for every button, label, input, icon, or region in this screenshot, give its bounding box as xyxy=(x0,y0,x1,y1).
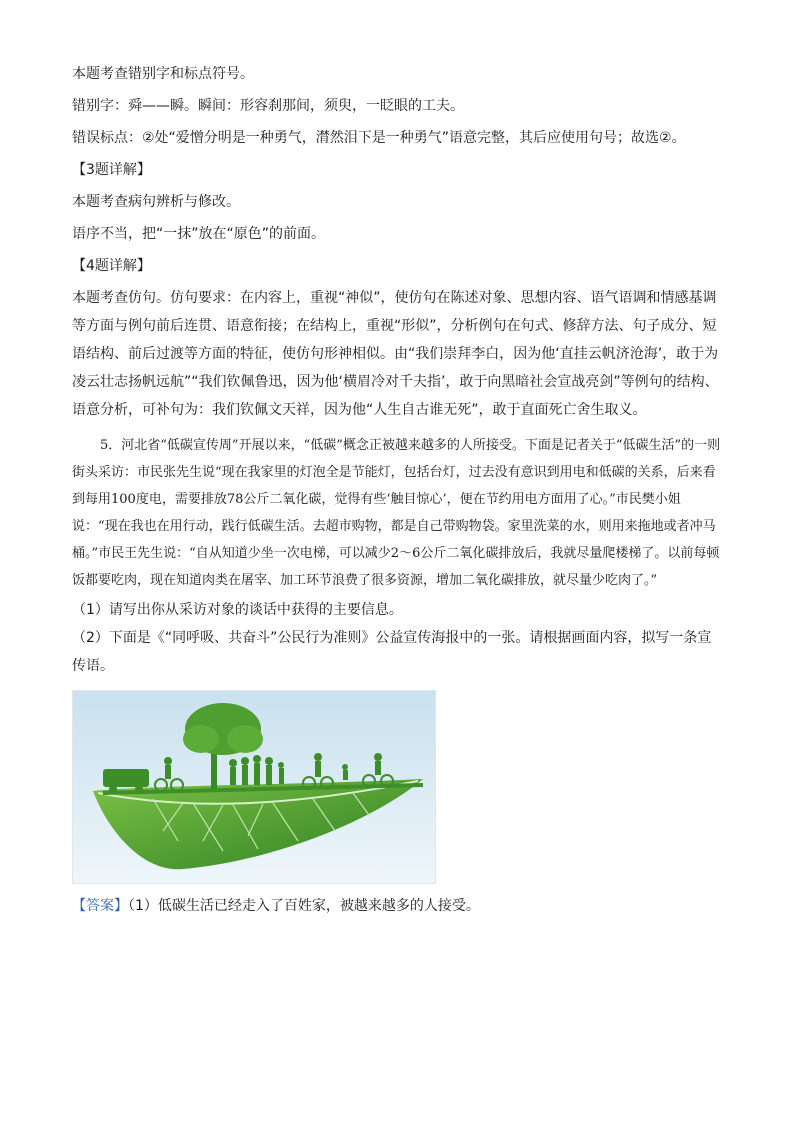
question-5-sub-1: （1）请写出你从采访对象的谈话中获得的主要信息。 xyxy=(72,602,403,618)
q3-line-2: 语序不当，把“一抹”放在“原色”的前面。 xyxy=(72,226,326,242)
question-5-sub-2: （2）下面是《“同呼吸、共奋斗”公民行为准则》公益宣传海报中的一张。请根据画面内容，拟写一条宣传语。 xyxy=(72,630,712,674)
q3-line-1: 本题考查病句辨析与修改。 xyxy=(72,194,240,210)
q4-explanation: 本题考查仿句。仿句要求：在内容上，重视“神似”，使仿句在陈述对象、思想内容、语气语调和情感基调等方面与例句前后连贯、语意衔接；在结构上，重视“形似”，分析例句在句式、修辞方法、句子成分、短语结构、前后过渡等方面的特征，使仿句形神相似。由“我们崇拜李白，因为他‘直挂云帆济沧海’，敢于为凌云壮志扬帆远航”“我们钦佩鲁迅，因为他‘横眉冷对千夫指’，敢于向黑暗社会宣战亮剑”等例句的结构、语意分析，可补句为：我们钦佩文天祥，因为他“人生自古谁无死”，敢于直面死亡舍生取义。 xyxy=(72,290,719,418)
explanation-line-3: 错误标点：②处“爱憎分明是一种勇气，潸然泪下是一种勇气”语意完整，其后应使用句号；故选②。 xyxy=(72,130,686,146)
section-header-q3: 【3题详解】 xyxy=(72,162,151,178)
green-leaf-illustration xyxy=(73,691,435,883)
explanation-line-1: 本题考查错别字和标点符号。 xyxy=(72,66,254,82)
answer-line xyxy=(72,892,724,920)
document-page xyxy=(72,60,724,934)
answer-text: （1）低碳生活已经走入了百姓家，被越来越多的人接受。 xyxy=(128,898,480,914)
poster-image xyxy=(72,690,436,884)
explanation-line-2: 错别字：舜——瞬。瞬间：形容刹那间，须臾，一眨眼的工夫。 xyxy=(72,98,464,114)
section-header-q4: 【4题详解】 xyxy=(72,258,151,274)
answer-label: 【答案】 xyxy=(72,898,128,914)
question-5-text: 5．河北省“低碳宣传周”开展以来，“低碳”概念正被越来越多的人所接受。下面是记者关于“低碳生活”的一则街头采访：市民张先生说“现在我家里的灯泡全是节能灯，包括台灯，过去没有意识到用电和低碳的关系，后来看到每用100度电，需要排放78公斤二氧化碳，觉得有些‘触目惊心’，便在节约用电方面用了心。”市民樊小姐说：“现在我也在用行动，践行低碳生活。去超市购物，都是自己带购物袋。家里洗菜的水，则用来拖地或者冲马桶。”市民王先生说：“自从知道少坐一次电梯，可以减少2～6公斤二氧化碳排放后，我就尽量爬楼梯了。以前每顿饭都要吃肉，现在知道肉类在屠宰、加工环节浪费了很多资源，增加二氧化碳排放，就尽量少吃肉了。” xyxy=(72,438,721,588)
